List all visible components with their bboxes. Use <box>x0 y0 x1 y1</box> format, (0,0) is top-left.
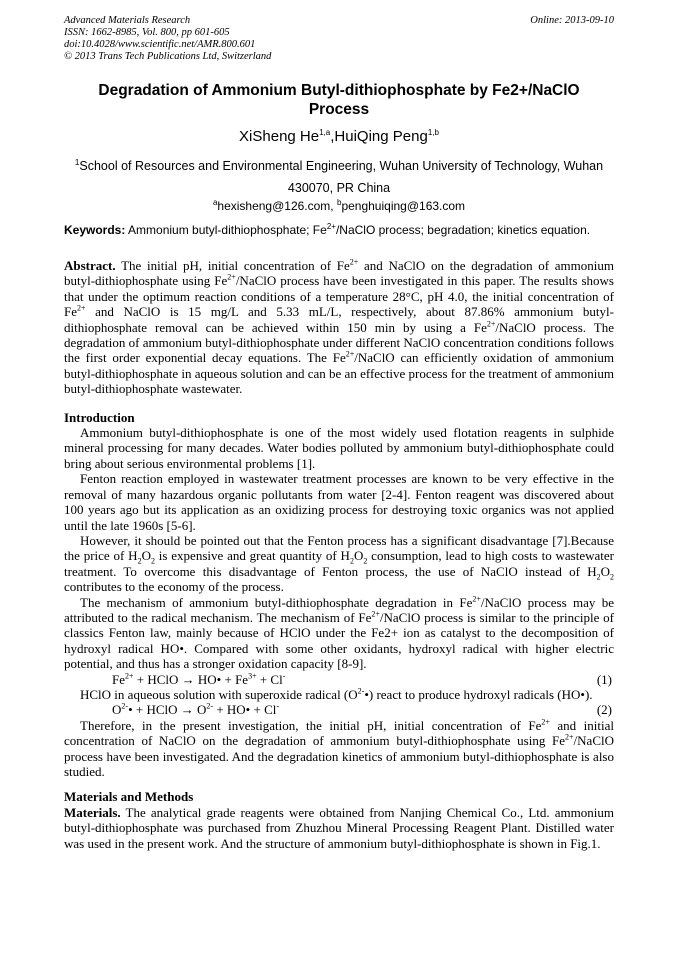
materials-text: The analytical grade reagents were obtained from Nanjing Chemical Co., Ltd. ammonium butyl-dithiophosphate was purchased from Zhuzhou Mineral Processing Reagent Plant. Distilled water was used in the present work. And the structure of ammonium butyl-dithiophosphate is shown in Fig.1. <box>64 804 614 851</box>
abstract-text: and NaClO on the degradation of ammonium butyl-dithiophosphate using Fe <box>64 258 614 289</box>
superscript: 2+ <box>345 350 355 360</box>
text-run: /NaClO process is similar to the principle of classics Fenton law, mainly because of HClO under the Fe2+ ion as catalyst to the decomposition of hydroxyl radical HO•. Compared with some other oxidants, hydroxyl radical with higher electric potential, and thus has a stronger oxidation capacity [8-9]. <box>64 609 615 672</box>
superscript: 2+ <box>349 257 359 267</box>
section-heading-methods: Materials and Methods <box>64 789 194 805</box>
online-date: Online: 2013-09-10 <box>530 15 614 26</box>
superscript: 2+ <box>565 732 574 742</box>
copyright-line: © 2013 Trans Tech Publications Ltd, Switzerland <box>64 51 272 62</box>
superscript: 2- <box>357 686 365 696</box>
author-1: XiSheng He <box>239 128 320 145</box>
abstract-text: /NaClO can efficiently oxidation of ammonium butyl-dithiophosphate in aqueous solution and can be an effective process for the treatment of ammonium butyl-dithiophosphate wastewater. <box>64 350 614 397</box>
doi-line: doi:10.4028/www.scientific.net/AMR.800.601 <box>64 39 256 50</box>
text-run: and initial concentration of NaClO on the degradation of ammonium butyl-dithiophosphate using Fe <box>64 717 614 749</box>
equation-1-number: (1) <box>596 671 612 687</box>
author-list <box>64 128 614 146</box>
author-separator: , <box>330 128 335 145</box>
text-run: • + HClO → O <box>128 702 207 718</box>
equation-1 <box>64 672 614 687</box>
keywords <box>64 222 614 238</box>
text-run: •) react to produce hydroxyl radicals (HO•). <box>364 686 593 702</box>
text-run: O <box>600 563 610 579</box>
affil-line-1: School of Resources and Environmental Engineering, Wuhan University of Technology, Wuhan <box>79 159 604 173</box>
text-run: O <box>141 548 151 564</box>
intro-paragraph-6 <box>64 718 614 780</box>
intro-paragraph-1: Ammonium butyl-dithiophosphate is one of the most widely used flotation reagents in sulphide mineral processing for many decades. Water bodies polluted by ammonium butyl-dithiophosphate could bring about serious environmental problems [1]. <box>64 425 614 471</box>
keywords-sup: 2+ <box>326 222 336 231</box>
text-run: /NaClO process have been investigated. And the degradation kinetics of ammonium butyl-dithiophosphate is also studied. <box>64 733 614 779</box>
abstract <box>64 258 614 397</box>
subscript: 2 <box>363 556 368 566</box>
affil-mark: 1 <box>74 157 80 167</box>
equation-2 <box>64 702 614 717</box>
subscript: 2 <box>596 572 601 582</box>
title-line-2: Process <box>308 101 370 118</box>
text-run: Therefore, in the present investigation, the initial pH, initial concentration of Fe <box>80 717 542 733</box>
issn-line: ISSN: 1662-8985, Vol. 800, pp 601-605 <box>64 27 230 38</box>
email-b: penghuiqing@163.com <box>341 199 466 213</box>
superscript: 2+ <box>77 303 86 313</box>
superscript: 2+ <box>371 609 380 619</box>
author-1-affil-mark: 1,a <box>319 128 331 137</box>
email-a: hexisheng@126.com, <box>217 199 337 213</box>
email-mark-a: a <box>212 198 218 207</box>
text-run: HClO in aqueous solution with superoxide radical (O <box>80 686 358 702</box>
superscript: 2+ <box>125 671 134 681</box>
abstract-text: /NaClO process. The degradation of ammonium butyl-dithiophosphate under different NaClO concentration conditions follows the first order exponential decay equations. The Fe <box>64 319 614 366</box>
journal-header <box>64 15 614 63</box>
equation-2-number: (2) <box>596 702 612 718</box>
author-emails <box>64 198 614 214</box>
text-run: + HO• + Cl <box>213 702 277 718</box>
abstract-text: and NaClO is 15 mg/L and 5.33 mL/L, respectively, about 87.86% ammonium butyl-dithiophosphate removal can be achieved within 150 min by using a Fe <box>64 304 614 335</box>
superscript: 2+ <box>472 594 481 604</box>
abstract-text: The initial pH, initial concentration of Fe <box>115 258 350 273</box>
intro-paragraph-3 <box>64 533 614 595</box>
text-run: The mechanism of ammonium butyl-dithiophosphate degradation in Fe <box>80 594 473 610</box>
subscript: 2 <box>137 556 142 566</box>
superscript: - <box>276 702 280 712</box>
subscript: 2 <box>150 556 155 566</box>
paper-title <box>64 81 614 119</box>
text-run: Fe <box>112 671 125 687</box>
title-line-1: Degradation of Ammonium Butyl-dithiophosphate by Fe2+/NaClO <box>98 82 580 99</box>
text-run: is expensive and great quantity of H <box>154 548 350 564</box>
text-run: consumption, lead to high costs to wastewater treatment. To overcome this disadvantage of Fenton process, the use of NaClO instead of H <box>64 548 614 579</box>
text-run: However, it should be pointed out that the Fenton process has a significant disadvantage [7].Because the price of H <box>64 532 614 564</box>
superscript: 2+ <box>541 717 550 727</box>
text-run: /NaClO process may be attributed to the radical mechanism. The mechanism of Fe <box>64 594 614 625</box>
keywords-label: Keywords: <box>64 223 126 237</box>
text-run: O <box>112 702 122 718</box>
text-run: contributes to the economy of the process. <box>64 579 284 595</box>
text-run: + Cl <box>256 671 283 687</box>
affiliation <box>64 155 614 199</box>
email-mark-b: b <box>336 198 342 207</box>
journal-name: Advanced Materials Research <box>64 15 191 26</box>
subscript: 2 <box>610 572 614 582</box>
subscript: 2 <box>349 556 354 566</box>
text-run: + HClO → HO• + Fe <box>133 671 249 687</box>
superscript: 2+ <box>486 319 496 329</box>
paper-body <box>64 258 614 851</box>
abstract-label: Abstract. <box>64 258 116 273</box>
intro-paragraph-2: Fenton reaction employed in wastewater treatment processes are known to be very effective in the removal of many hazardous organic pollutants from water [2-4]. Fenton reagent was discovered about 100 years ago but its application as an oxidizing process for destroying toxic organics was not applied until the late 1960s [5-6]. <box>64 471 614 533</box>
intro-paragraph-5 <box>64 687 614 702</box>
superscript: - <box>282 671 286 681</box>
section-heading-introduction: Introduction <box>64 409 135 425</box>
superscript: 3+ <box>248 671 257 681</box>
text-run: O <box>353 548 364 564</box>
abstract-text: /NaClO process have been investigated in this paper. The results shows that under the optimum reaction conditions of a temperature 28°C, pH 4.0, the initial concentration of Fe <box>64 273 614 320</box>
superscript: 2+ <box>227 273 236 283</box>
author-2: HuiQing Peng <box>334 128 428 145</box>
superscript: 2- <box>121 702 129 712</box>
superscript: 2- <box>206 702 214 712</box>
materials-label: Materials. <box>64 804 121 820</box>
materials-paragraph <box>64 805 614 851</box>
keywords-text-2: /NaClO process; begradation; kinetics equation. <box>335 223 591 237</box>
intro-paragraph-4 <box>64 595 614 672</box>
affil-line-2: 430070, PR China <box>287 181 391 195</box>
author-2-affil-mark: 1,b <box>427 128 439 137</box>
keywords-text-1: Ammonium butyl-dithiophosphate; Fe <box>125 223 327 237</box>
